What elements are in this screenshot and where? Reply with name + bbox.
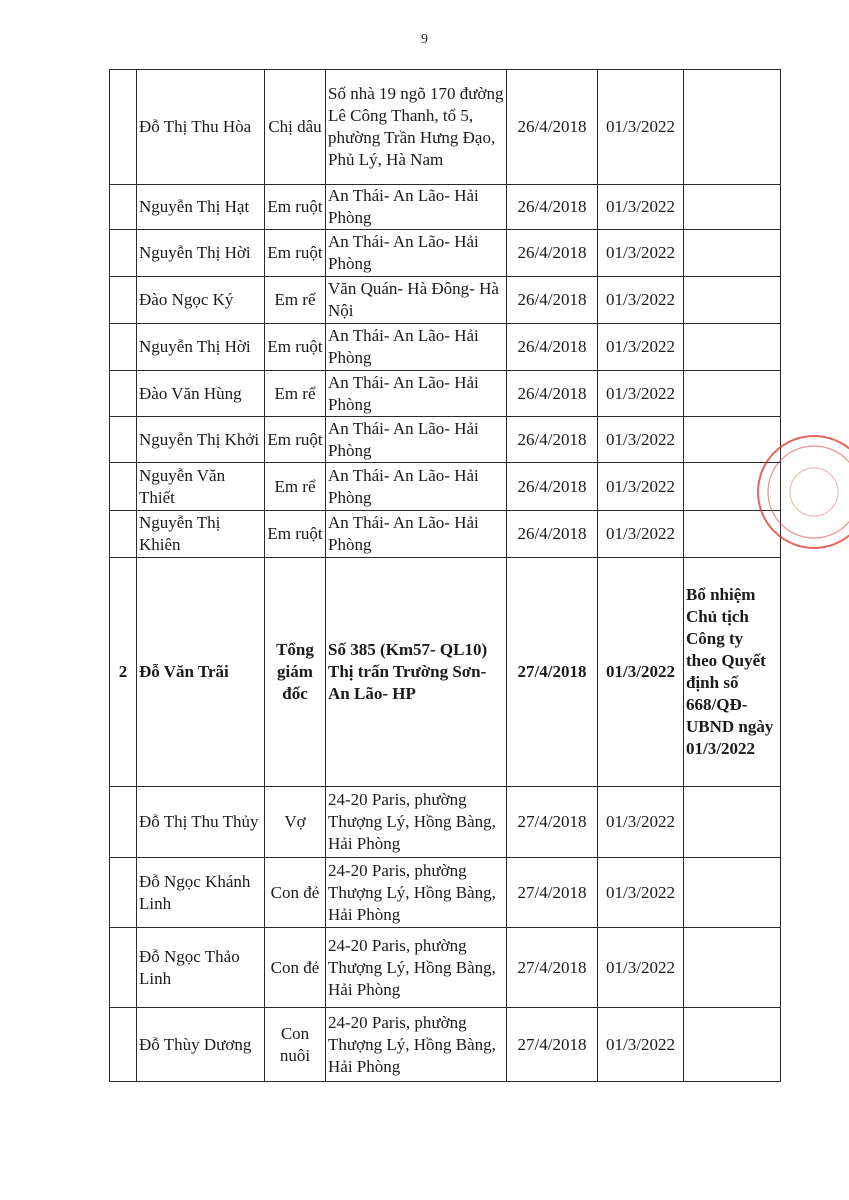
row-number — [110, 185, 137, 230]
address: An Thái- An Lão- Hải Phòng — [326, 511, 507, 558]
end-date: 01/3/2022 — [598, 511, 684, 558]
person-name: Nguyễn Thị Hời — [137, 230, 265, 277]
person-name: Nguyễn Thị Hời — [137, 324, 265, 371]
person-name: Đỗ Văn Trãi — [137, 558, 265, 787]
note — [684, 230, 781, 277]
start-date: 27/4/2018 — [507, 1008, 598, 1082]
end-date: 01/3/2022 — [598, 417, 684, 463]
address: An Thái- An Lão- Hải Phòng — [326, 185, 507, 230]
end-date: 01/3/2022 — [598, 787, 684, 858]
end-date: 01/3/2022 — [598, 928, 684, 1008]
start-date: 27/4/2018 — [507, 787, 598, 858]
relationship: Em rể — [265, 463, 326, 511]
note — [684, 70, 781, 185]
table-row — [110, 558, 781, 787]
person-name: Đỗ Thị Thu Hòa — [137, 70, 265, 185]
start-date: 26/4/2018 — [507, 230, 598, 277]
relationship: Em ruột — [265, 417, 326, 463]
note — [684, 787, 781, 858]
note — [684, 1008, 781, 1082]
relationship: Tổng giám đốc — [265, 558, 326, 787]
relationship: Em ruột — [265, 324, 326, 371]
start-date: 26/4/2018 — [507, 463, 598, 511]
note — [684, 417, 781, 463]
end-date: 01/3/2022 — [598, 185, 684, 230]
person-name: Nguyễn Văn Thiết — [137, 463, 265, 511]
relationship: Vợ — [265, 787, 326, 858]
relationship: Con đẻ — [265, 858, 326, 928]
address: An Thái- An Lão- Hải Phòng — [326, 324, 507, 371]
end-date: 01/3/2022 — [598, 371, 684, 417]
start-date: 27/4/2018 — [507, 858, 598, 928]
relationship: Con đẻ — [265, 928, 326, 1008]
start-date: 26/4/2018 — [507, 277, 598, 324]
address: An Thái- An Lão- Hải Phòng — [326, 230, 507, 277]
end-date: 01/3/2022 — [598, 463, 684, 511]
table-body — [110, 70, 781, 1082]
person-name: Nguyễn Thị Khiên — [137, 511, 265, 558]
table-row — [110, 511, 781, 558]
row-number — [110, 787, 137, 858]
address: Số nhà 19 ngõ 170 đường Lê Công Thanh, tổ 5, phường Trần Hưng Đạo, Phủ Lý, Hà Nam — [326, 70, 507, 185]
note — [684, 324, 781, 371]
row-number — [110, 417, 137, 463]
person-name: Đào Ngọc Ký — [137, 277, 265, 324]
end-date: 01/3/2022 — [598, 70, 684, 185]
start-date: 26/4/2018 — [507, 511, 598, 558]
note — [684, 371, 781, 417]
table-row — [110, 230, 781, 277]
relationship: Em ruột — [265, 230, 326, 277]
address: 24-20 Paris, phường Thượng Lý, Hồng Bàng, Hải Phòng — [326, 787, 507, 858]
person-name: Đỗ Ngọc Khánh Linh — [137, 858, 265, 928]
row-number — [110, 70, 137, 185]
end-date: 01/3/2022 — [598, 558, 684, 787]
note — [684, 277, 781, 324]
row-number — [110, 463, 137, 511]
table-row — [110, 858, 781, 928]
start-date: 27/4/2018 — [507, 928, 598, 1008]
related-persons-table — [109, 69, 781, 1082]
person-name: Đỗ Thùy Dương — [137, 1008, 265, 1082]
relationship: Em rể — [265, 371, 326, 417]
row-number — [110, 230, 137, 277]
table-row — [110, 787, 781, 858]
start-date: 26/4/2018 — [507, 417, 598, 463]
row-number — [110, 371, 137, 417]
row-number — [110, 324, 137, 371]
table-row — [110, 70, 781, 185]
relationship: Con nuôi — [265, 1008, 326, 1082]
person-name: Nguyễn Thị Khởi — [137, 417, 265, 463]
note: Bổ nhiệm Chủ tịch Công ty theo Quyết định số 668/QĐ-UBND ngày 01/3/2022 — [684, 558, 781, 787]
start-date: 27/4/2018 — [507, 558, 598, 787]
end-date: 01/3/2022 — [598, 1008, 684, 1082]
address: 24-20 Paris, phường Thượng Lý, Hồng Bàng, Hải Phòng — [326, 858, 507, 928]
row-number — [110, 928, 137, 1008]
table-row — [110, 277, 781, 324]
table-row — [110, 417, 781, 463]
end-date: 01/3/2022 — [598, 230, 684, 277]
relationship: Chị dâu — [265, 70, 326, 185]
note — [684, 511, 781, 558]
end-date: 01/3/2022 — [598, 277, 684, 324]
note — [684, 463, 781, 511]
table-row — [110, 185, 781, 230]
note — [684, 185, 781, 230]
row-number — [110, 858, 137, 928]
start-date: 26/4/2018 — [507, 371, 598, 417]
person-name: Đỗ Ngọc Thảo Linh — [137, 928, 265, 1008]
note — [684, 858, 781, 928]
row-number: 2 — [110, 558, 137, 787]
relationship: Em ruột — [265, 185, 326, 230]
start-date: 26/4/2018 — [507, 70, 598, 185]
relationship: Em ruột — [265, 511, 326, 558]
address: An Thái- An Lão- Hải Phòng — [326, 417, 507, 463]
row-number — [110, 511, 137, 558]
address: Văn Quán- Hà Đông- Hà Nội — [326, 277, 507, 324]
person-name: Đào Văn Hùng — [137, 371, 265, 417]
address: 24-20 Paris, phường Thượng Lý, Hồng Bàng, Hải Phòng — [326, 928, 507, 1008]
table-row — [110, 371, 781, 417]
table-row — [110, 324, 781, 371]
row-number — [110, 1008, 137, 1082]
person-name: Nguyễn Thị Hạt — [137, 185, 265, 230]
table-row — [110, 463, 781, 511]
row-number — [110, 277, 137, 324]
start-date: 26/4/2018 — [507, 185, 598, 230]
table-row — [110, 1008, 781, 1082]
address: An Thái- An Lão- Hải Phòng — [326, 371, 507, 417]
address: Số 385 (Km57- QL10) Thị trấn Trường Sơn- An Lão- HP — [326, 558, 507, 787]
relationship: Em rể — [265, 277, 326, 324]
end-date: 01/3/2022 — [598, 324, 684, 371]
address: 24-20 Paris, phường Thượng Lý, Hồng Bàng, Hải Phòng — [326, 1008, 507, 1082]
page-number: 9 — [421, 32, 428, 47]
note — [684, 928, 781, 1008]
address: An Thái- An Lão- Hải Phòng — [326, 463, 507, 511]
person-name: Đỗ Thị Thu Thủy — [137, 787, 265, 858]
table-row — [110, 928, 781, 1008]
start-date: 26/4/2018 — [507, 324, 598, 371]
end-date: 01/3/2022 — [598, 858, 684, 928]
